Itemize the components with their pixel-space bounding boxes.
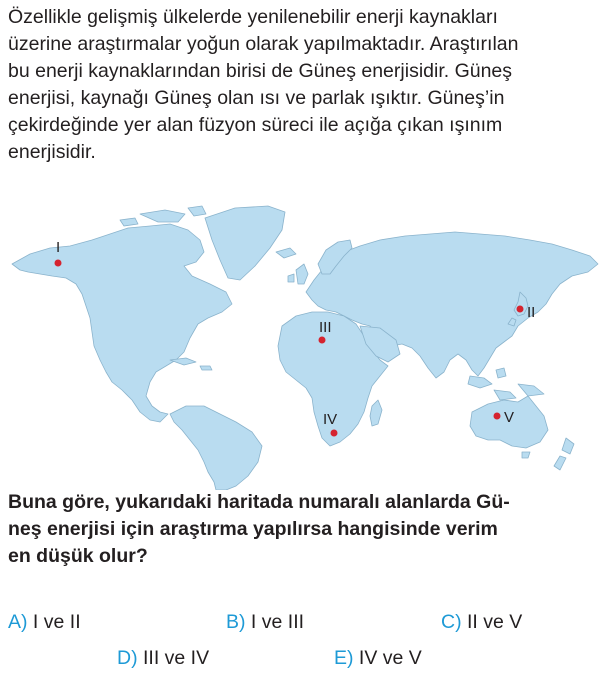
choice-b-letter: B) <box>226 611 246 633</box>
marker-label-5: V <box>504 409 515 426</box>
british-isles <box>288 264 308 284</box>
marker-label-3: III <box>319 319 332 336</box>
marker-label-4: IV <box>323 411 338 428</box>
world-map <box>0 200 600 490</box>
marker-dot-2 <box>517 306 524 313</box>
choice-b[interactable] <box>226 610 304 634</box>
marker-dot-5 <box>494 413 501 420</box>
choice-d[interactable] <box>117 646 209 670</box>
question-line-1: Buna göre, yukarıdaki haritada numaralı alanlarda Gü- <box>8 491 510 513</box>
choice-a[interactable] <box>8 610 81 634</box>
choice-e-text: IV ve V <box>358 647 422 669</box>
caribbean-islands <box>170 358 212 370</box>
tasmania <box>522 452 530 458</box>
arctic-islands <box>120 206 206 226</box>
intro-line-1: Özellikle gelişmiş ülkelerde yenilenebilir enerji kaynakları <box>8 6 498 28</box>
choice-d-text: III ve IV <box>143 647 210 669</box>
marker-label-2: II <box>527 304 536 321</box>
iceland <box>276 248 296 258</box>
intro-line-3: bu enerji kaynaklarından birisi de Güneş enerjisidir. Güneş <box>8 60 513 82</box>
madagascar <box>370 400 382 426</box>
greenland-landmass <box>205 206 285 280</box>
choice-e[interactable] <box>334 646 422 670</box>
question-text <box>8 489 598 570</box>
question-line-3: en düşük olur? <box>8 545 148 567</box>
choice-e-letter: E) <box>334 647 354 669</box>
intro-line-6: enerjisidir. <box>8 141 96 163</box>
intro-line-5: çekirdeğinde yer alan füzyon süreci ile açığa çıkan ışınım <box>8 114 503 136</box>
north-america-landmass <box>12 224 232 422</box>
marker-dot-3 <box>319 337 326 344</box>
south-america-landmass <box>170 406 262 490</box>
new-zealand <box>554 438 574 470</box>
intro-line-2: üzerine araştırmalar yoğun olarak yapılmaktadır. Araştırılan <box>8 33 519 55</box>
choice-a-text: I ve II <box>32 611 81 633</box>
question-line-2: neş enerjisi için araştırma yapılırsa hangisinde verim <box>8 518 498 540</box>
marker-dot-4 <box>331 430 338 437</box>
continents <box>12 206 598 490</box>
choice-c[interactable] <box>441 610 522 634</box>
choice-b-text: I ve III <box>250 611 305 633</box>
marker-label-1: I <box>56 239 61 256</box>
choice-a-letter: A) <box>8 611 28 633</box>
choice-d-letter: D) <box>117 647 138 669</box>
marker-dot-1 <box>55 260 62 267</box>
intro-line-4: enerjisi, kaynağı Güneş olan ısı ve parlak ışıktır. Güneş’in <box>8 87 505 109</box>
intro-paragraph <box>8 4 598 166</box>
choice-c-letter: C) <box>441 611 462 633</box>
choice-c-text: II ve V <box>467 611 523 633</box>
